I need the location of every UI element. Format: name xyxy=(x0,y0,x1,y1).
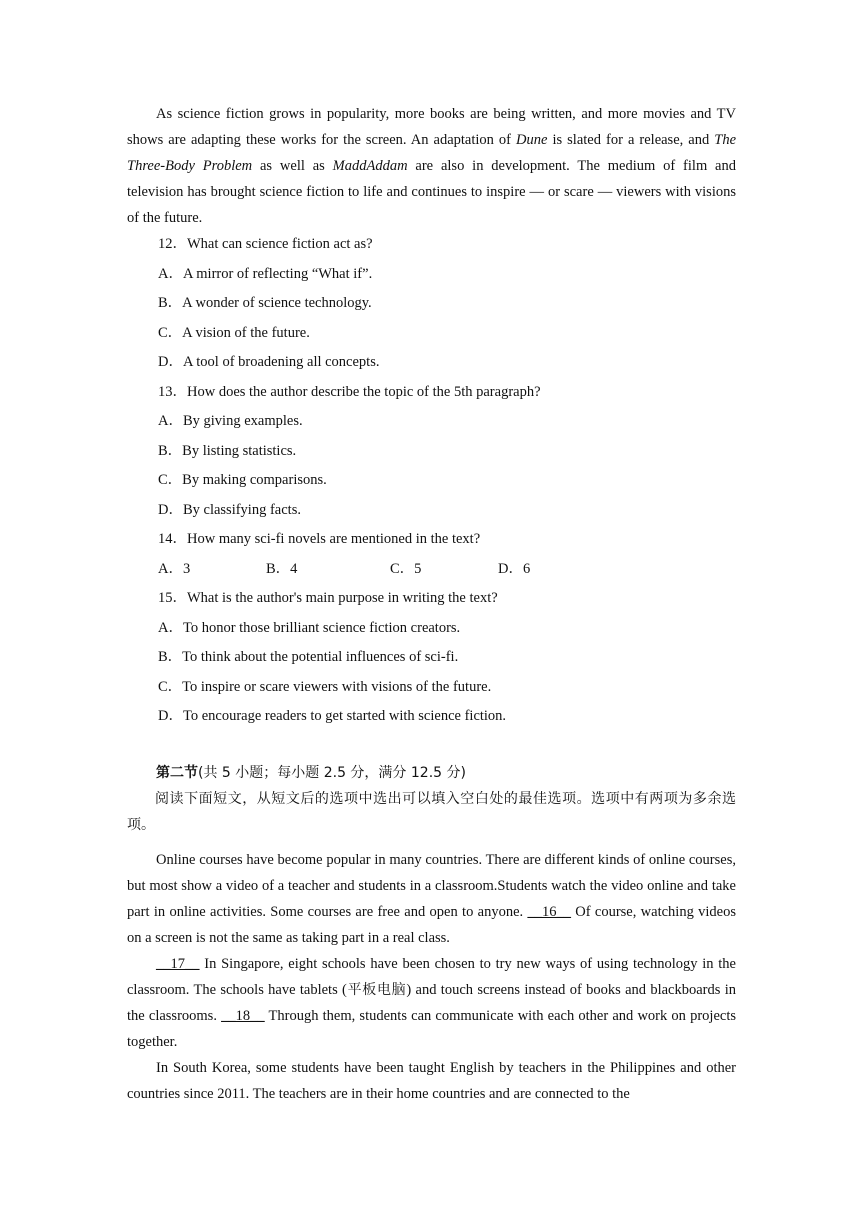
cloze-text-part: Of course, watching videos on a screen is not the same as taking part in a real class. xyxy=(127,904,736,946)
passage-text-part: As science fiction grows in popularity, more books are being written, and more movies and TV shows are adapting these works for the screen. An adaptation of xyxy=(127,106,736,148)
option-b: B．To think about the potential influences of sci-fi. xyxy=(158,649,459,665)
options-row xyxy=(158,559,738,589)
title-maddaddam: MaddAddam xyxy=(332,158,408,174)
option-a: A．3 xyxy=(158,560,191,577)
blank-17: __17__ xyxy=(156,956,200,972)
option-b: B．A wonder of science technology. xyxy=(158,295,372,311)
cloze-paragraph-1 xyxy=(127,847,736,951)
question-stem: 14．How many sci-fi novels are mentioned in the text? xyxy=(158,531,481,547)
passage-text-part: are also in development. The medium of film and television has brought science fiction to life and continues to inspire — or scare — viewers with visions of the future. xyxy=(127,158,736,226)
question-12 xyxy=(158,234,738,382)
option-a: A．A mirror of reflecting “What if”. xyxy=(158,265,373,282)
passage-text xyxy=(127,101,736,231)
section-heading xyxy=(127,760,736,786)
option-c: C．5 xyxy=(390,560,422,577)
option-c: C．By making comparisons. xyxy=(158,472,327,488)
passage-paragraph xyxy=(127,101,736,231)
question-stem: 12．What can science fiction act as? xyxy=(158,236,373,252)
cloze-paragraph-3: In South Korea, some students have been taught English by teachers in the Philippines and other countries since 2011. The teachers are in their home countries and are connected to the xyxy=(127,1060,736,1102)
cloze-passage xyxy=(127,847,736,1107)
blank-18: __18__ xyxy=(221,1008,265,1024)
passage-text-part: as well as xyxy=(252,158,333,174)
option-d: D．6 xyxy=(498,560,531,577)
option-d: D．A tool of broadening all concepts. xyxy=(158,354,380,370)
passage-text-part: is slated for a release, and xyxy=(547,132,715,148)
section-heading-label: 第二节 xyxy=(156,765,198,781)
section-heading-note: (共 5 小题；每小题 2.5 分，满分 12.5 分) xyxy=(198,765,466,781)
option-d: D．To encourage readers to get started with science fiction. xyxy=(158,708,507,724)
title-dune: Dune xyxy=(516,132,548,148)
section-2-header xyxy=(127,760,736,838)
section-instruction: 阅读下面短文，从短文后的选项中选出可以填入空白处的最佳选项。选项中有两项为多余选项。 xyxy=(127,791,736,833)
option-d: D．By classifying facts. xyxy=(158,501,301,518)
cloze-text-chinese: 平板电脑 xyxy=(346,982,407,998)
cloze-text-part: In Singapore, eight schools have been chosen to try new ways of using technology in the classroom. The schools have tablets ( xyxy=(127,956,736,998)
question-list xyxy=(158,234,738,736)
question-13 xyxy=(158,382,738,530)
option-c: C．A vision of the future. xyxy=(158,324,310,341)
option-a: A．To honor those brilliant science fiction creators. xyxy=(158,619,461,636)
option-b: B．4 xyxy=(266,560,298,577)
title-three-body-problem: The Three-Body Problem xyxy=(127,132,736,174)
option-b: B．By listing statistics. xyxy=(158,442,297,459)
question-14 xyxy=(158,529,738,588)
question-stem: 13．How does the author describe the topic of the 5th paragraph? xyxy=(158,383,541,400)
cloze-text-part: ) and touch screens instead of books and blackboards in the classrooms. xyxy=(127,982,737,1024)
option-c: C．To inspire or scare viewers with visions of the future. xyxy=(158,678,492,695)
cloze-text-part: Online courses have become popular in many countries. There are different kinds of online courses, but most show a video of a teacher and students in a classroom.Students watch the video online and take part in online activities. Some courses are free and open to anyone. xyxy=(127,852,736,920)
cloze-paragraph-2 xyxy=(127,951,736,1055)
option-a: A．By giving examples. xyxy=(158,413,303,429)
blank-16: __16__ xyxy=(527,904,571,920)
question-stem: 15．What is the author's main purpose in writing the text? xyxy=(158,590,498,606)
cloze-text-part: Through them, students can communicate with each other and work on projects together. xyxy=(127,1008,736,1050)
question-15 xyxy=(158,588,738,736)
